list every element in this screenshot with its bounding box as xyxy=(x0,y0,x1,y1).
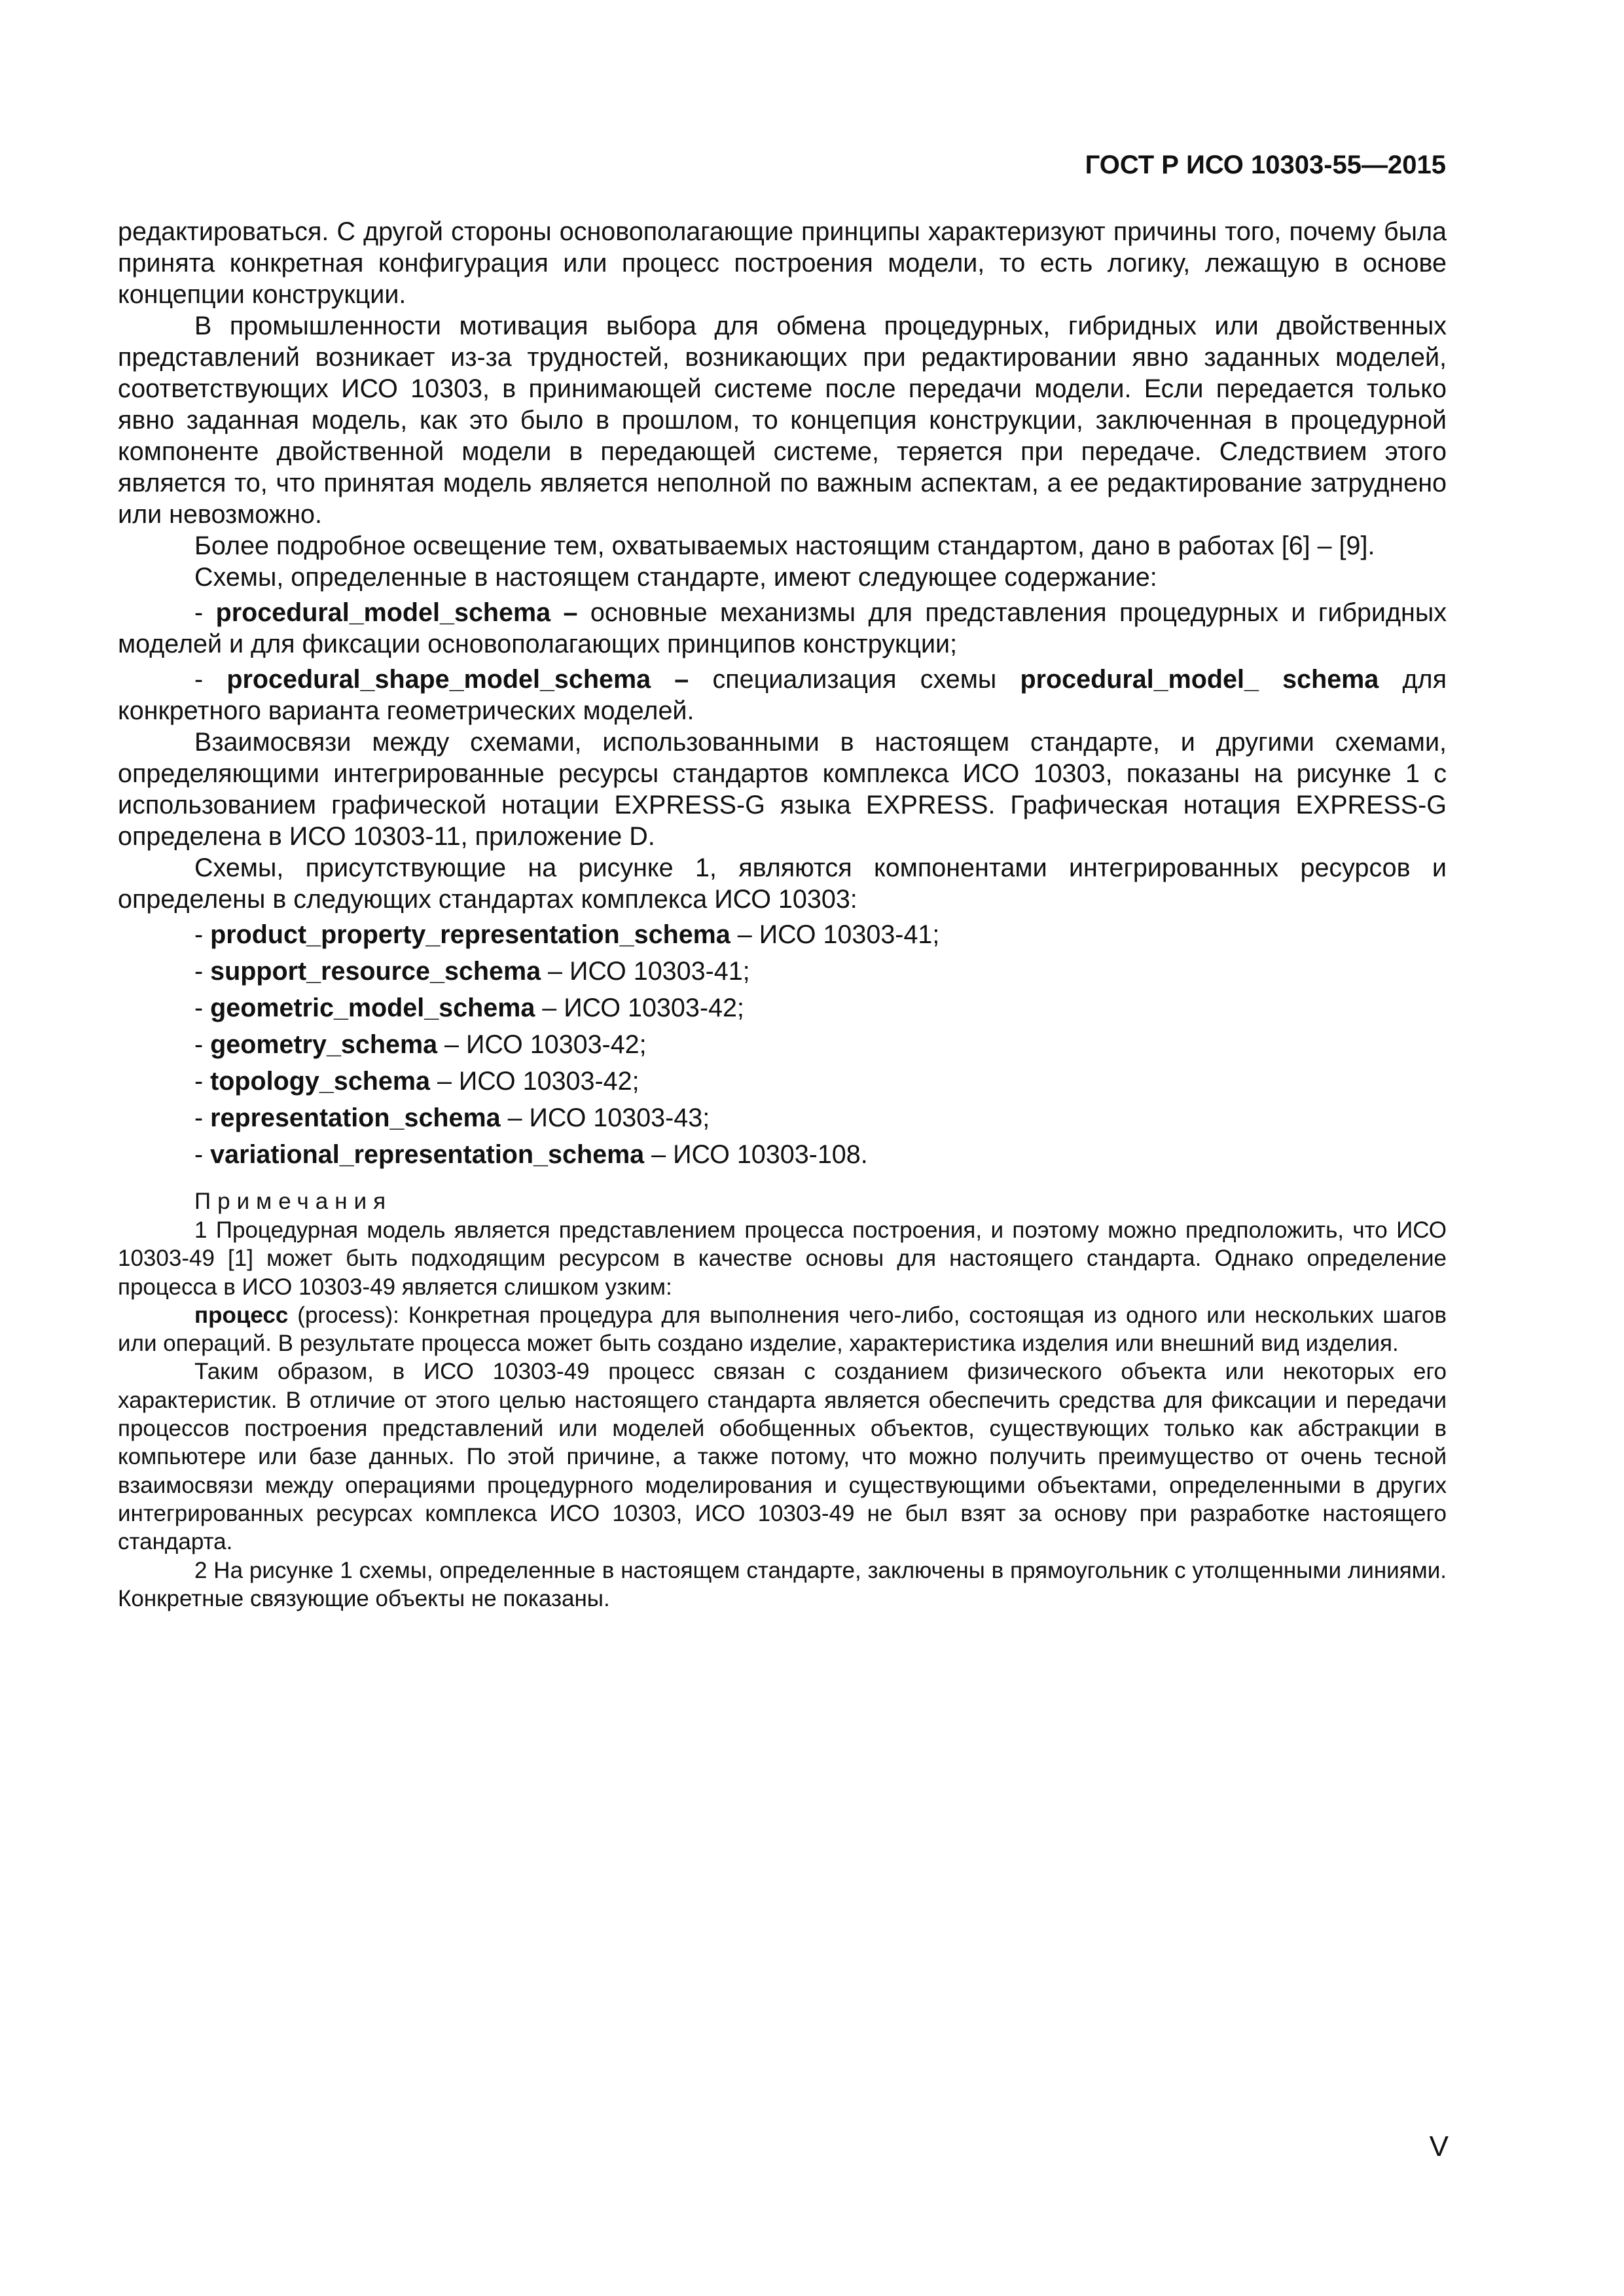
paragraph-1: редактироваться. С другой стороны основополагающие принципы характеризуют причины того, почему была принята конкретная конфигурация или процесс построения модели, то есть логику, лежащую в основе концепции конструкции. xyxy=(118,217,1447,309)
paragraph-3: Более подробное освещение тем, охватываемых настоящим стандартом, дано в работах [6] – [9]. xyxy=(194,531,1375,560)
standard-list-item: - geometry_schema – ИСО 10303-42; xyxy=(194,1030,647,1059)
standard-list-item: - geometric_model_schema – ИСО 10303-42; xyxy=(194,994,744,1022)
schema-name: procedural_shape_model_schema xyxy=(226,665,651,694)
paragraph-4: Схемы, определенные в настоящем стандарте, имеют следующее содержание: xyxy=(194,563,1157,592)
note-1-continued: Таким образом, в ИСО 10303-49 процесс связан с созданием физического объекта или некоторых его характеристик. В отличие от этого целью настоящего стандарта является обеспечить средства для фиксации и передачи процессов построения представлений или моделей обобщенных объектов, существующих только как абстракции в компьютере или базе данных. По этой причине, а также потому, что можно получить преимущество от очень тесной взаимосвязи между операциями процедурного моделирования и существующими объектами, определенными в других интегрированных ресурсах комплекса ИСО 10303, ИСО 10303-49 не был взят за основу при разработке настоящего стандарта. xyxy=(118,1359,1447,1555)
schema-list-item: - procedural_shape_model_schema – специализация схемы procedural_model_ schema для конкретного варианта геометрических моделей. xyxy=(118,665,1447,725)
note-term-definition: процесс (process): Конкретная процедура для выполнения чего-либо, состоящая из одного или нескольких шагов или операций. В результате процесса может быть создано изделие, характеристика изделия или внешний вид изделия. xyxy=(118,1302,1447,1357)
page-number: V xyxy=(1429,2130,1449,2162)
standard-list-item: - topology_schema – ИСО 10303-42; xyxy=(194,1067,640,1096)
notes-heading: Примечания xyxy=(194,1189,393,1214)
note-1: 1 Процедурная модель является представлением процесса построения, и поэтому можно предположить, что ИСО 10303-49 [1] может быть подходящим ресурсом в качестве основы для настоящего стандарта. Однако определение процесса в ИСО 10303-49 является слишком узким: xyxy=(118,1217,1447,1300)
note-2: 2 На рисунке 1 схемы, определенные в настоящем стандарте, заключены в прямоугольник с утолщенными линиями. Конкретные связующие объекты не показаны. xyxy=(118,1557,1447,1611)
standard-list-item: - variational_representation_schema – ИСО 10303-108. xyxy=(194,1140,868,1169)
standard-list-item: - representation_schema – ИСО 10303-43; xyxy=(194,1103,710,1132)
paragraph-2: В промышленности мотивация выбора для обмена процедурных, гибридных или двойственных представлений возникает из-за трудностей, возникающих при редактировании явно заданных моделей, соответствующих ИСО 10303, в принимающей системе после передачи модели. Если передается только явно заданная модель, как это было в прошлом, то концепция конструкции, заключенная в процедурной компоненте двойственной модели в передающей системе, теряется при передаче. Следствием этого является то, что принятая модель является неполной по важным аспектам, а ее редактирование затруднено или невозможно. xyxy=(118,312,1447,529)
schema-list-item: - procedural_model_schema – основные механизмы для представления процедурных и гибридных моделей и для фиксации основополагающих принципов конструкции; xyxy=(118,598,1447,658)
standard-list-item: - support_resource_schema – ИСО 10303-41; xyxy=(194,957,750,986)
schema-name: procedural_model_ schema xyxy=(1020,665,1379,694)
term: процесс xyxy=(194,1302,289,1328)
standard-list-item: - product_property_representation_schema – ИСО 10303-41; xyxy=(194,920,940,949)
schema-name: procedural_model_schema xyxy=(215,598,551,627)
document-header: ГОСТ Р ИСО 10303-55—2015 xyxy=(1085,151,1446,179)
paragraph-5: Взаимосвязи между схемами, использованными в настоящем стандарте, и другими схемами, определяющими интегрированные ресурсы стандартов комплекса ИСО 10303, показаны на рисунке 1 с использованием графической нотации EXPRESS-G языка EXPRESS. Графическая нотация EXPRESS-G определена в ИСО 10303-11, приложение D. xyxy=(118,728,1447,851)
page-body xyxy=(118,216,1447,1613)
paragraph-6: Схемы, присутствующие на рисунке 1, являются компонентами интегрированных ресурсов и определены в следующих стандартах комплекса ИСО 10303: xyxy=(118,853,1447,914)
